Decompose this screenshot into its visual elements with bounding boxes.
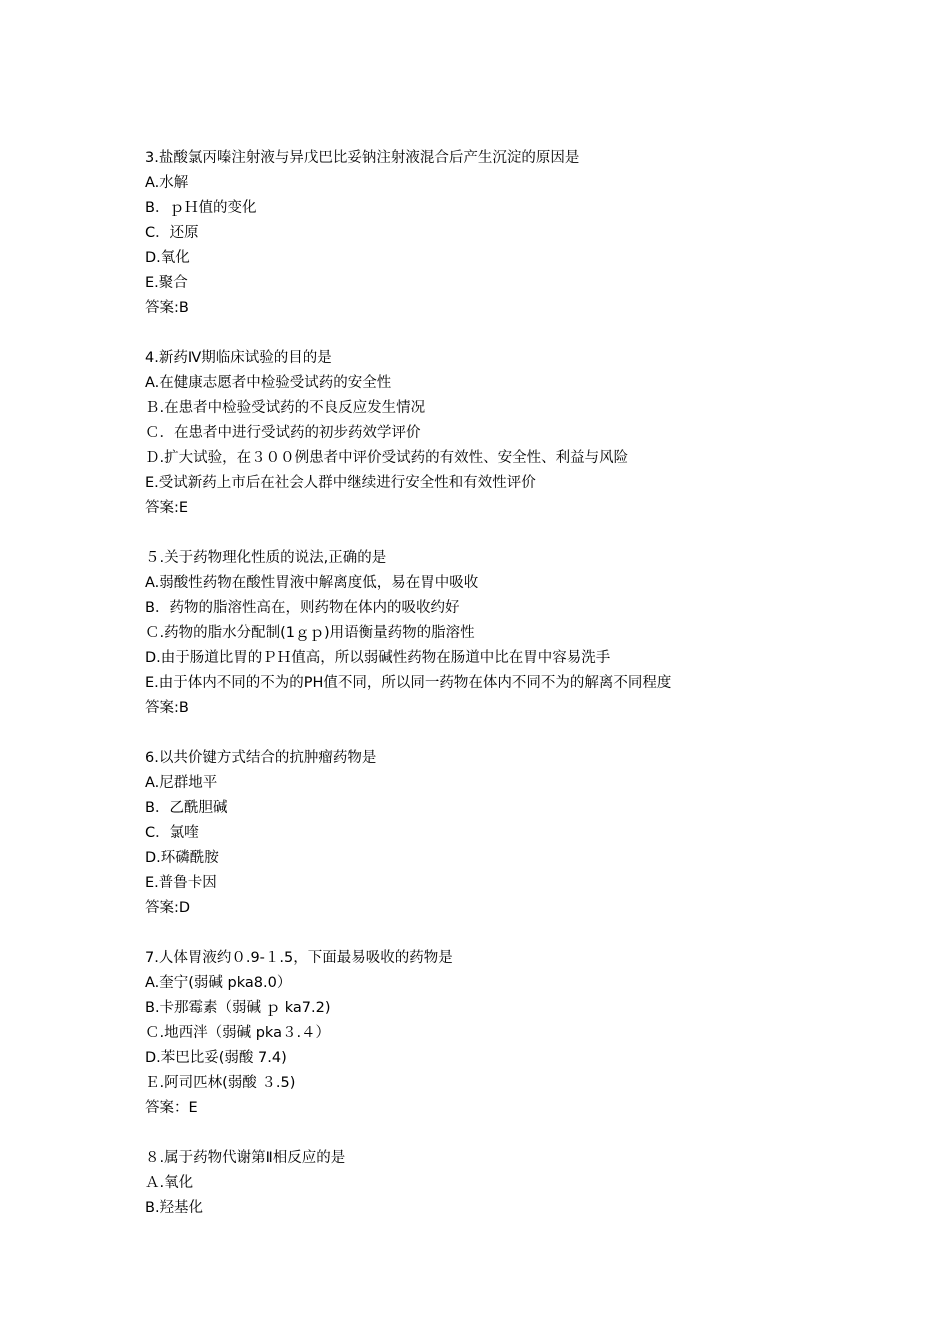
option-a: A.弱酸性药物在酸性胃液中解离度低，易在胃中吸收 [145, 575, 479, 591]
option-a: A.水解 [145, 175, 189, 191]
option-d: Ｄ.扩大试验，在３００例患者中评价受试药的有效性、安全性、利益与风险 [145, 450, 629, 466]
option-b: B．ｐＨ值的变化 [145, 200, 257, 216]
option-a: A.尼群地平 [145, 775, 218, 791]
option-e: E.受试新药上市后在社会人群中继续进行安全性和有效性评价 [145, 475, 536, 491]
question-3 [145, 146, 905, 321]
answer-line: 答案:B [145, 700, 189, 716]
option-b: B.羟基化 [145, 1200, 204, 1216]
question-4 [145, 346, 905, 521]
question-7 [145, 946, 905, 1121]
option-c: Ｃ．在患者中进行受试药的初步药效学评价 [145, 425, 421, 441]
option-c: C．还原 [145, 225, 199, 241]
option-e: Ｅ.阿司匹林(弱酸 ３.5) [145, 1075, 296, 1091]
option-a: A.奎宁(弱碱 pka8.0） [145, 975, 292, 991]
spacer [145, 321, 905, 346]
option-e: E.聚合 [145, 275, 188, 291]
question-list [145, 146, 905, 1221]
option-a: Ａ.氧化 [145, 1175, 194, 1191]
option-e: E.普鲁卡因 [145, 875, 217, 891]
answer-line: 答案:D [145, 900, 191, 916]
answer-line: 答案:B [145, 300, 189, 316]
answer-line: 答案：E [145, 1100, 198, 1116]
question-8 [145, 1146, 905, 1221]
option-a: A.在健康志愿者中检验受试药的安全性 [145, 375, 392, 391]
option-d: D.氧化 [145, 250, 190, 266]
question-5 [145, 546, 905, 721]
option-b: Ｂ.在患者中检验受试药的不良反应发生情况 [145, 400, 426, 416]
question-stem: 7.人体胃液约０.9-１.5，下面最易吸收的药物是 [145, 950, 453, 966]
spacer [145, 721, 905, 746]
option-d: D.环磷酰胺 [145, 850, 219, 866]
option-d: D.苯巴比妥(弱酸 7.4) [145, 1050, 287, 1066]
option-c: Ｃ.地西泮（弱碱 pka３.４） [145, 1025, 331, 1041]
spacer [145, 921, 905, 946]
spacer [145, 521, 905, 546]
option-e: E.由于体内不同的不为的PH值不同，所以同一药物在体内不同不为的解离不同程度 [145, 675, 672, 691]
answer-line: 答案:E [145, 500, 189, 516]
option-c: C．氯喹 [145, 825, 199, 841]
option-b: B．乙酰胆碱 [145, 800, 228, 816]
question-stem: ８.属于药物代谢第Ⅱ相反应的是 [145, 1150, 346, 1166]
spacer [145, 1121, 905, 1146]
option-b: B.卡那霉素（弱碱 ｐ ka7.2) [145, 1000, 331, 1016]
question-stem: 6.以共价键方式结合的抗肿瘤药物是 [145, 750, 377, 766]
question-stem: 3.盐酸氯丙嗪注射液与异戊巴比妥钠注射液混合后产生沉淀的原因是 [145, 150, 580, 166]
question-6 [145, 746, 905, 921]
question-stem: 4.新药Ⅳ期临床试验的目的是 [145, 350, 332, 366]
option-c: Ｃ.药物的脂水分配制(1ｇｐ)用语衡量药物的脂溶性 [145, 625, 475, 641]
question-stem: ５.关于药物理化性质的说法,正确的是 [145, 550, 387, 566]
option-d: D.由于肠道比胃的ＰＨ值高，所以弱碱性药物在肠道中比在胃中容易洗手 [145, 650, 611, 666]
option-b: B．药物的脂溶性高在，则药物在体内的吸收约好 [145, 600, 460, 616]
